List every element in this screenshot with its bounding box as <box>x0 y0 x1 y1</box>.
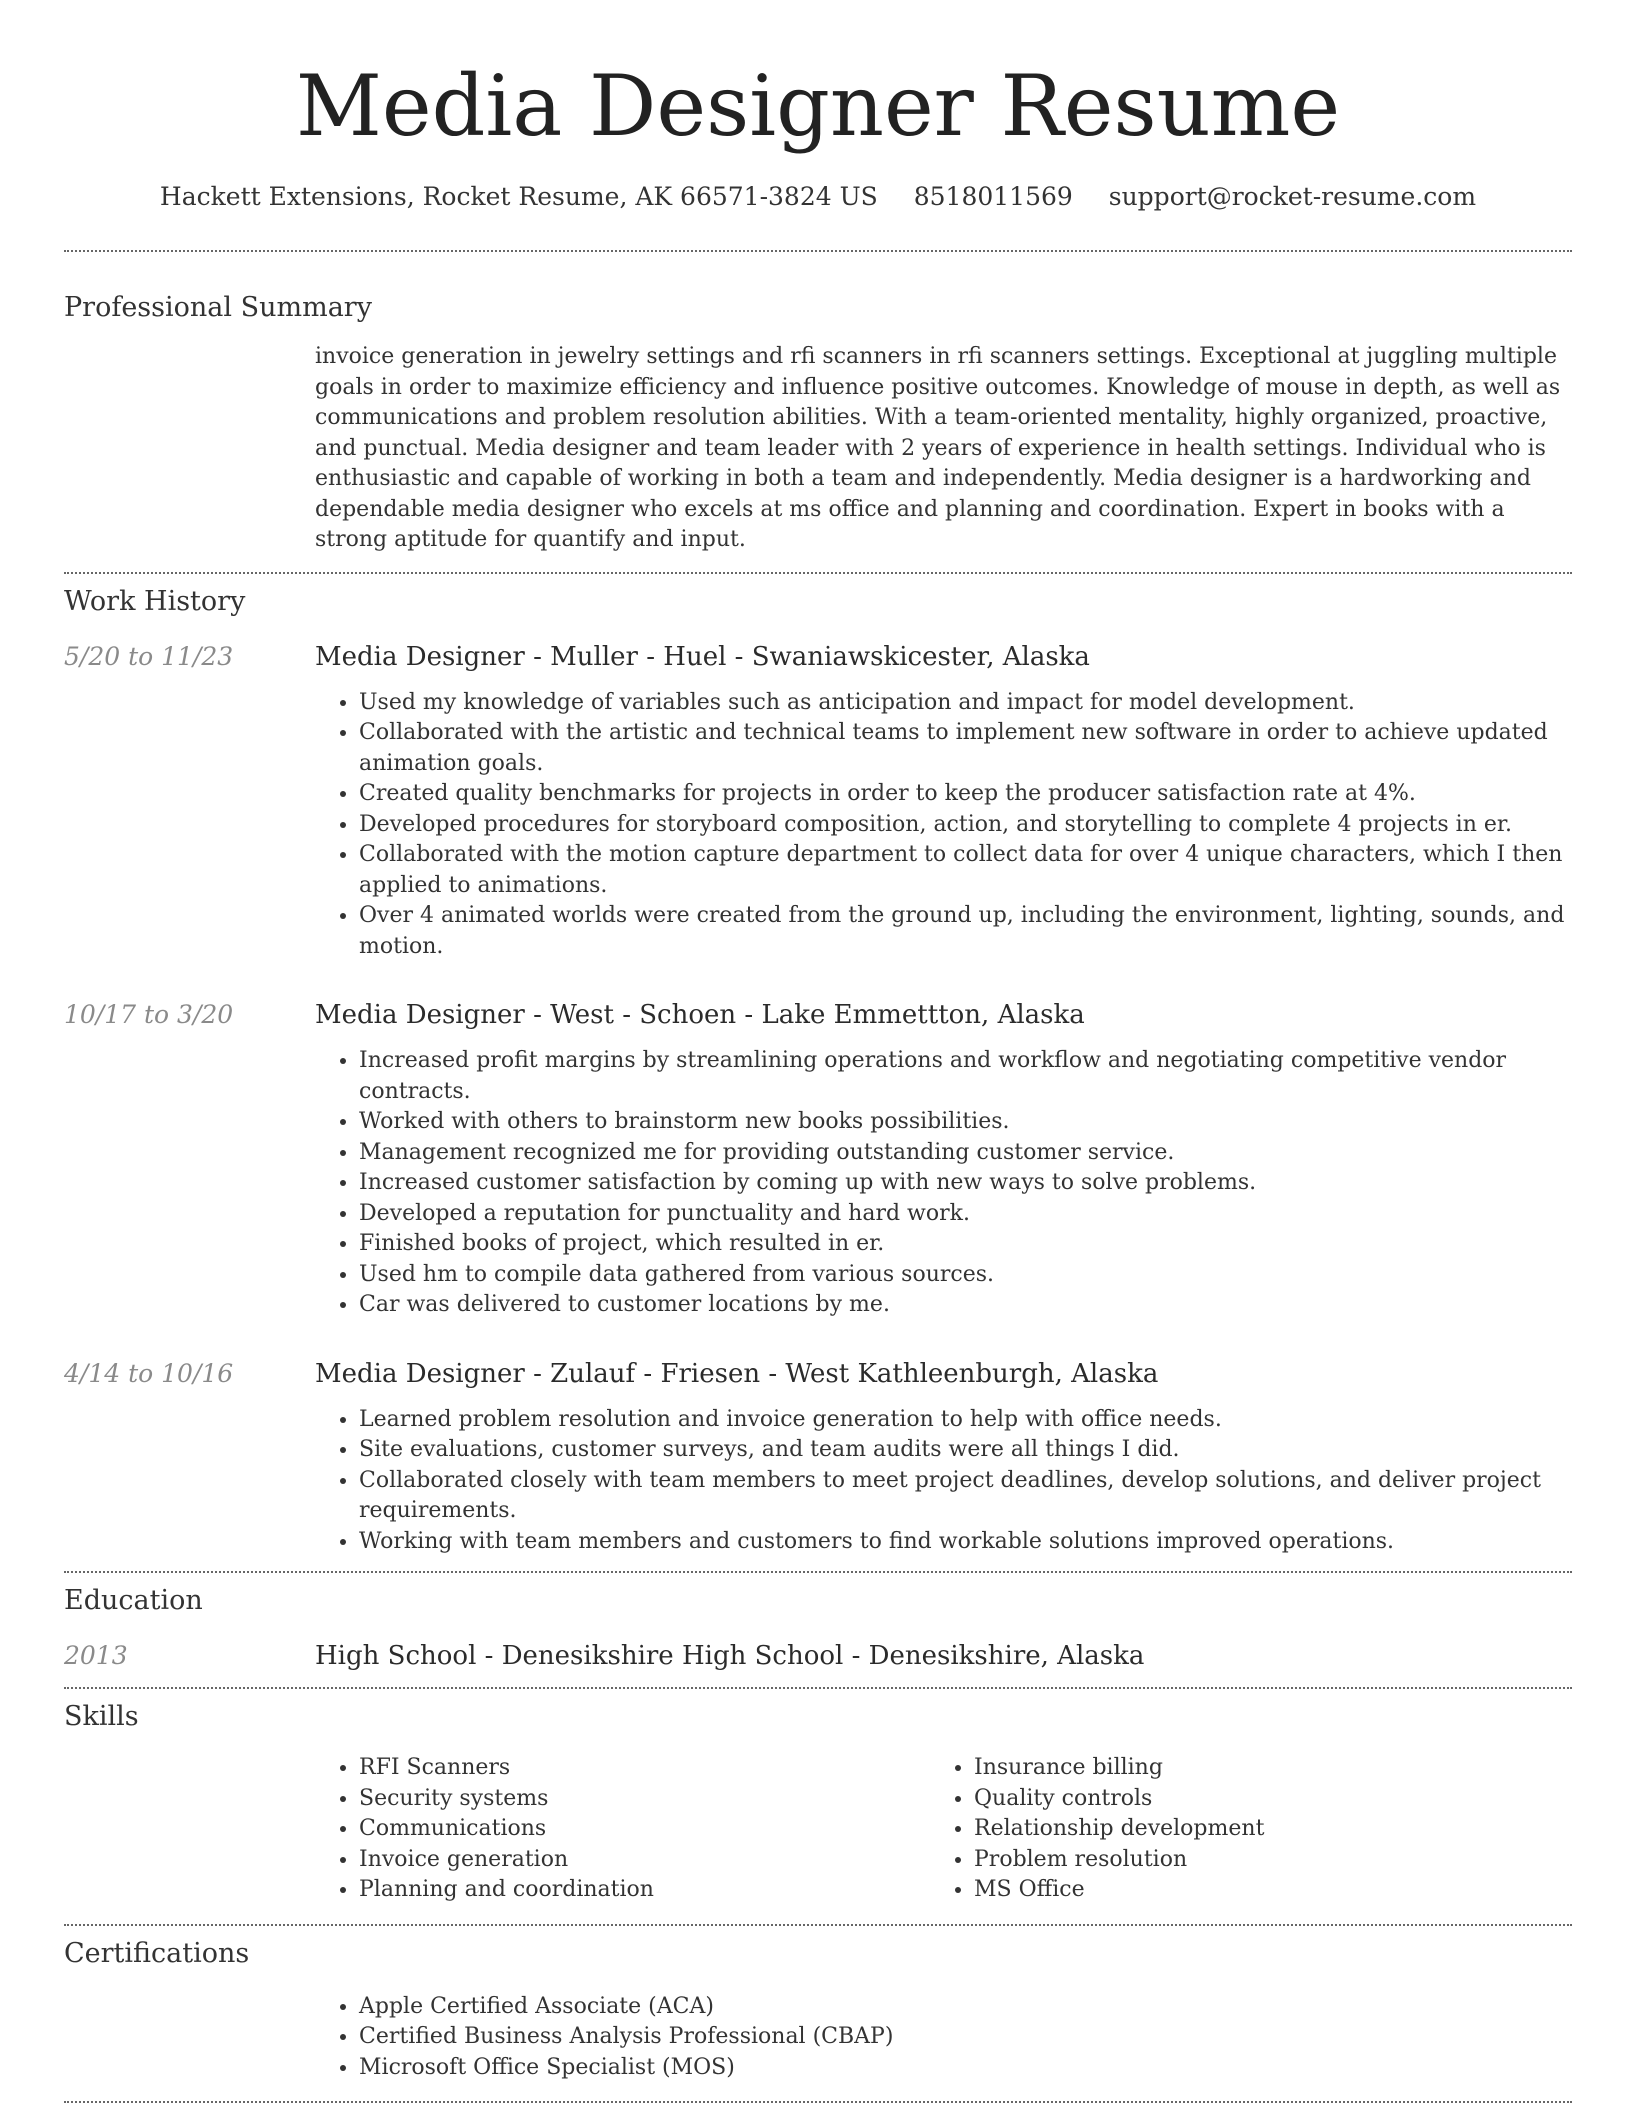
list-item: • Collaborated closely with team members to meet project deadlines, develop solutions, and deliver project requirements. <box>359 1466 1572 1527</box>
job-entry <box>64 998 1572 1321</box>
skill-item: • Planning and coordination <box>359 1875 930 1906</box>
skills-grid <box>315 1753 1572 1906</box>
education-entry: High School - Denesikshire High School - Denesikshire, Alaska <box>315 1641 1145 1671</box>
contact-address: Hackett Extensions, Rocket Resume, AK 66571-3824 US <box>159 182 878 211</box>
contact-phone: 8518011569 <box>913 182 1073 211</box>
skills-list-left <box>315 1753 930 1906</box>
skill-item: • Security systems <box>359 1784 930 1815</box>
summary-section <box>64 290 1572 556</box>
skill-item: • RFI Scanners <box>359 1753 930 1784</box>
list-item: • Created quality benchmarks for projects in order to keep the producer satisfaction rate at 4%. <box>359 779 1572 810</box>
job-dates: 4/14 to 10/16 <box>64 1358 234 1388</box>
list-item: • Management recognized me for providing outstanding customer service. <box>359 1138 1572 1169</box>
list-item: • Used hm to compile data gathered from various sources. <box>359 1260 1572 1291</box>
job-title: Media Designer - Zulauf - Friesen - West Kathleenburgh, Alaska <box>315 1358 1159 1389</box>
list-item: • Collaborated with the artistic and technical teams to implement new software in order to achieve updated animation goals. <box>359 718 1572 779</box>
job-bullets <box>315 1046 1572 1321</box>
skill-item: • Communications <box>359 1814 930 1845</box>
contact-line <box>64 180 1572 214</box>
list-item: • Developed a reputation for punctuality and hard work. <box>359 1199 1572 1230</box>
job-entry <box>64 1357 1572 1558</box>
job-title: Media Designer - Muller - Huel - Swaniawskicester, Alaska <box>315 641 1090 672</box>
resume-page <box>64 0 1572 2103</box>
list-item: • Increased customer satisfaction by coming up with new ways to solve problems. <box>359 1168 1572 1199</box>
education-section <box>64 1583 1572 1673</box>
certifications-section <box>64 1936 1572 2084</box>
list-item: • Learned problem resolution and invoice generation to help with office needs. <box>359 1405 1572 1436</box>
section-title-education: Education <box>64 1585 203 1616</box>
job-entry <box>64 640 1572 963</box>
list-item: • Site evaluations, customer surveys, and team audits were all things I did. <box>359 1435 1572 1466</box>
skill-item: • MS Office <box>974 1875 1545 1906</box>
list-item: • Increased profit margins by streamlining operations and workflow and negotiating competitive vendor contracts. <box>359 1046 1572 1107</box>
skill-item: • Relationship development <box>974 1814 1545 1845</box>
skill-item: • Problem resolution <box>974 1845 1545 1876</box>
list-item: • Over 4 animated worlds were created from the ground up, including the environment, lighting, sounds, and motion. <box>359 901 1572 962</box>
divider <box>64 250 1572 252</box>
skill-item: • Insurance billing <box>974 1753 1545 1784</box>
list-item: • Working with team members and customers to find workable solutions improved operations. <box>359 1527 1572 1558</box>
certification-item: • Certified Business Analysis Professional (CBAP) <box>359 2022 1572 2053</box>
divider <box>64 1687 1572 1689</box>
list-item: • Worked with others to brainstorm new books possibilities. <box>359 1107 1572 1138</box>
summary-text: invoice generation in jewelry settings and rfi scanners in rfi scanners settings. Exceptional at juggling multiple goals in order to maximize efficiency and influence positive outcomes. Knowledge of mouse in depth, as well as communications and problem resolution abilities. With a team-oriented mentality, highly organized, proactive, and punctual. Media designer and team leader with 2 years of experience in health settings. Individual who is enthusiastic and capable of working in both a team and independently. Media designer is a hardworking and dependable media designer who excels at ms office and planning and coordination. Expert in books with a strong aptitude for quantify and input. <box>315 344 1561 552</box>
work-section <box>64 584 1572 1558</box>
list-item: • Car was delivered to customer locations by me. <box>359 1290 1572 1321</box>
resume-title: Media Designer Resume <box>295 57 1341 155</box>
section-title-summary: Professional Summary <box>64 292 372 323</box>
education-year: 2013 <box>64 1641 128 1670</box>
job-dates: 5/20 to 11/23 <box>64 641 234 671</box>
job-bullets <box>315 1405 1572 1558</box>
divider <box>64 572 1572 574</box>
skills-list-right <box>930 1753 1545 1906</box>
divider <box>64 2101 1572 2103</box>
certifications-list <box>315 1992 1572 2084</box>
section-title-work: Work History <box>64 585 246 617</box>
section-title-skills: Skills <box>64 1701 139 1732</box>
contact-email: support@rocket-resume.com <box>1108 182 1477 211</box>
certification-item: • Microsoft Office Specialist (MOS) <box>359 2053 1572 2084</box>
list-item: • Collaborated with the motion capture department to collect data for over 4 unique characters, which I then applied to animations. <box>359 840 1572 901</box>
job-dates: 10/17 to 3/20 <box>64 1000 234 1029</box>
skill-item: • Quality controls <box>974 1784 1545 1815</box>
list-item: • Finished books of project, which resulted in er. <box>359 1229 1572 1260</box>
list-item: • Used my knowledge of variables such as anticipation and impact for model development. <box>359 688 1572 719</box>
list-item: • Developed procedures for storyboard composition, action, and storytelling to complete 4 projects in er. <box>359 810 1572 841</box>
section-title-certifications: Certifications <box>64 1937 250 1969</box>
divider <box>64 1924 1572 1926</box>
skill-item: • Invoice generation <box>359 1845 930 1876</box>
job-bullets <box>315 688 1572 963</box>
job-title: Media Designer - West - Schoen - Lake Emmettton, Alaska <box>315 1000 1085 1030</box>
divider <box>64 1571 1572 1573</box>
certification-item: • Apple Certified Associate (ACA) <box>359 1992 1572 2023</box>
skills-section <box>64 1699 1572 1906</box>
